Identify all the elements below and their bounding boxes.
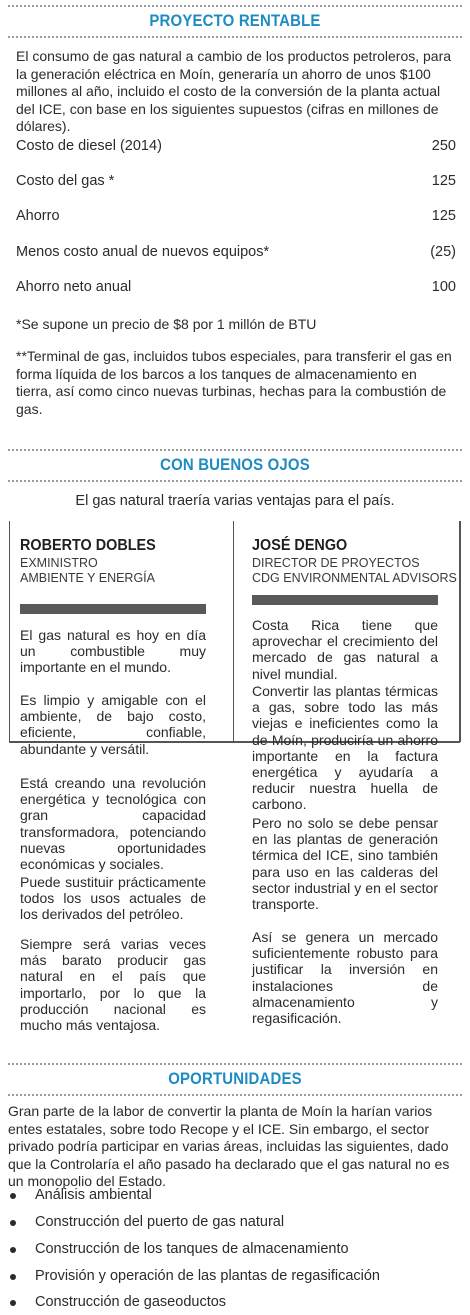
dotted-divider (8, 5, 462, 7)
opinion-paragraph: Costa Rica tiene que aprovechar el crecimiento del mercado de gas natural a nivel mundial. (252, 617, 438, 682)
bullet-icon (10, 1274, 16, 1280)
cost-value: 125 (431, 208, 456, 224)
bullet-icon (10, 1300, 16, 1306)
dotted-divider (8, 480, 462, 482)
bullet-icon (10, 1193, 16, 1199)
dotted-divider (8, 1094, 462, 1096)
gray-bar (252, 595, 438, 605)
person-role-right-2: CDG ENVIRONMENTAL ADVISORS (252, 571, 457, 585)
person-name-left: ROBERTO DOBLES (20, 537, 156, 554)
list-item (10, 1187, 460, 1207)
opinion-paragraph: Es limpio y amigable con el ambiente, de bajo costo, eficiente, confiable, abundante y versátil. (20, 692, 206, 757)
cost-value: 100 (431, 279, 456, 295)
list-item (10, 1214, 460, 1234)
list-item (10, 1294, 460, 1314)
ojos-intro: El gas natural traería varias ventajas para el país. (75, 493, 395, 509)
opinion-paragraph: Así se genera un mercado suficientemente robusto para justificar la inversión en instalaciones de almacenamiento y regasificación. (252, 929, 438, 1027)
person-role-right: DIRECTOR DE PROYECTOS (252, 556, 420, 570)
opinion-paragraph: Pero no solo se debe pensar en las plantas de generación térmica del ICE, sino también para uso en las calderas del sector industrial y en el sector transporte. (252, 815, 438, 913)
bullet-icon (10, 1220, 16, 1226)
cost-row (16, 279, 456, 299)
dotted-divider (8, 36, 462, 38)
opinion-paragraph: Convertir las plantas térmicas a gas, sobre todo las más viejas e ineficientes como la de Moín, produciría un ahorro importante en la factura energética y ayudaría a reducir nuestra huella de carbono. (252, 683, 438, 813)
opinion-paragraph: Puede sustituir prácticamente todos los usos actuales de los derivados del petróleo. (20, 874, 206, 923)
cost-label: Costo del gas * (16, 173, 115, 189)
footnote-terminal: **Terminal de gas, incluidos tubos especiales, para transferir el gas en forma líquida de los barcos a los tanques de almacenamiento en tierra, así como cinco nuevas turbinas, hechas para la combustión de gas. (16, 348, 452, 417)
section-title-con-buenos-ojos: CON BUENOS OJOS (160, 455, 310, 474)
footnote-price: *Se supone un precio de $8 por 1 millón de BTU (16, 316, 317, 332)
rentable-intro: El consumo de gas natural a cambio de los productos petroleros, para la generación eléctrica en Moín, generaría un ahorro de unos $100 millones al año, incluido el costo de la conversión de la planta actual del ICE, con base en los siguientes supuestos (cifras en millones de dólares). (16, 48, 452, 135)
cost-row (16, 208, 456, 228)
opinion-paragraph: Siempre será varias veces más barato producir gas natural en el país que importarlo, por lo que la producción nacional es mucho más ventajosa. (20, 936, 206, 1034)
cost-value: (25) (430, 244, 456, 260)
list-item (10, 1241, 460, 1261)
list-item-text: Análisis ambiental (35, 1187, 152, 1203)
cost-row (16, 173, 456, 193)
dotted-divider (8, 449, 462, 451)
person-name-right: JOSÉ DENGO (252, 537, 348, 554)
cost-label: Ahorro (16, 208, 60, 224)
cost-label: Costo de diesel (2014) (16, 138, 162, 154)
cost-label: Menos costo anual de nuevos equipos* (16, 244, 270, 260)
list-item-text: Provisión y operación de las plantas de regasificación (35, 1268, 380, 1284)
opinion-paragraph: El gas natural es hoy en día un combustible muy importante en el mundo. (20, 627, 206, 676)
section-title-proyecto-rentable: PROYECTO RENTABLE (149, 11, 321, 30)
person-role-left-2: AMBIENTE Y ENERGÍA (20, 571, 155, 585)
cost-row (16, 138, 456, 158)
list-item-text: Construcción de gaseoductos (35, 1294, 227, 1310)
section-title-oportunidades: OPORTUNIDADES (168, 1069, 302, 1088)
dotted-divider (8, 1063, 462, 1065)
cost-value: 250 (431, 138, 456, 154)
cost-value: 125 (431, 173, 456, 189)
cost-label: Ahorro neto anual (16, 279, 132, 295)
column-separator (233, 521, 234, 743)
list-item-text: Construcción del puerto de gas natural (35, 1214, 285, 1230)
gray-bar (20, 604, 206, 614)
opinion-paragraph: Está creando una revolución energética y tecnológica con gran capacidad transformadora, potenciando nuevas oportunidades económicas y sociales. (20, 775, 206, 873)
oportunidades-intro: Gran parte de la labor de convertir la planta de Moín la harían varios entes estatales, sobre todo Recope y el ICE. Sin embargo, el sector privado podría participar en varias áreas, incluidas las siguientes, dado que la Controlaría el año pasado ha declarado que el gas natural no es un monopolio del Estado. (8, 1103, 450, 1190)
list-item (10, 1268, 460, 1288)
cost-row (16, 244, 456, 264)
bullet-icon (10, 1247, 16, 1253)
person-role-left: EXMINISTRO (20, 556, 98, 570)
list-item-text: Construcción de los tanques de almacenamiento (35, 1241, 349, 1257)
